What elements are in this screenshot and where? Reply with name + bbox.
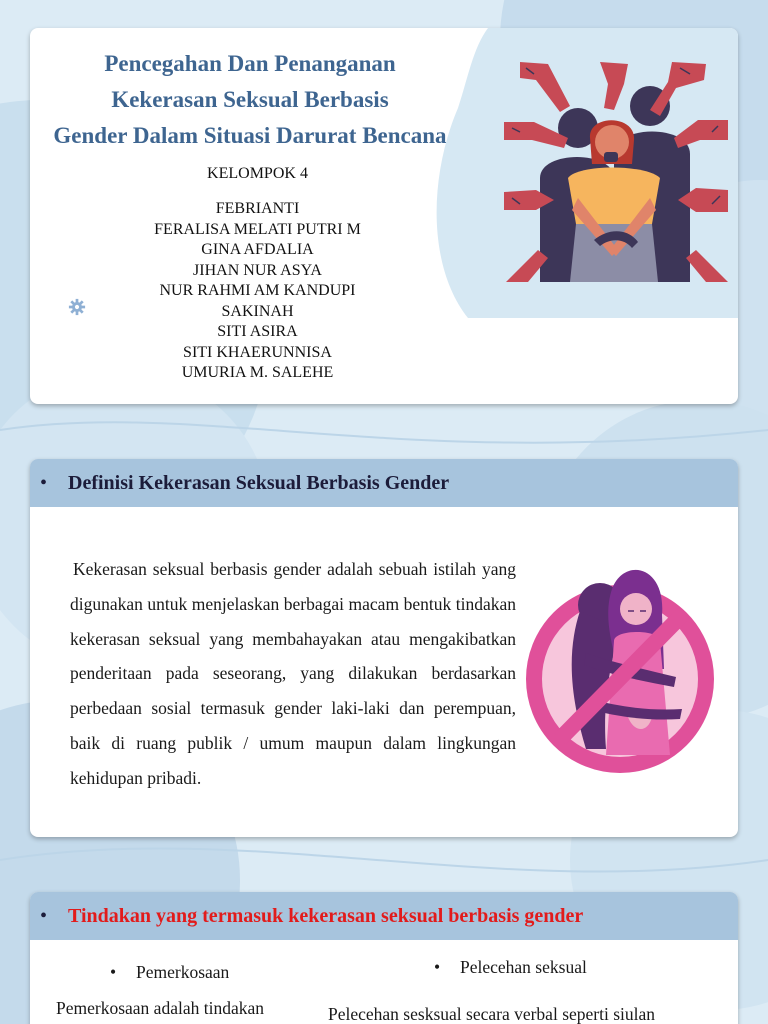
list-item-label: Pemerkosaan <box>136 962 230 982</box>
list-item <box>434 957 587 978</box>
list-item-text: Pemerkosaan adalah tindakan <box>56 998 264 1018</box>
list-item-label: Pelecehan seksual <box>460 957 587 977</box>
member-list <box>90 199 425 384</box>
prohibited-harassment-illustration <box>524 549 734 779</box>
gear-icon <box>68 298 86 316</box>
member-name: JIHAN NUR ASYA <box>193 261 322 279</box>
definition-paragraph: Kekerasan seksual berbasis gender adalah sebuah istilah yang digunakan untuk menjelaskan berbagai macam bentuk tindakan kekerasan seksual yang membahayakan atau mengakibatkan penderitaan pada seseorang, yang dilakukan berdasarkan perbedaan sosial termasuk gender laki-laki dan perempuan, baik di ruang publik / umum maupun dalam lingkungan kehidupan pribadi. <box>70 559 516 788</box>
member-name: FERALISA MELATI PUTRI M <box>154 220 361 238</box>
section-heading: Definisi Kekerasan Seksual Berbasis Gender <box>68 471 450 494</box>
member-name: UMURIA M. SALEHE <box>181 364 334 381</box>
slide-title: Pencegahan Dan Penanganan Kekerasan Seksual Berbasis Gender Dalam Situasi Darurat Bencana <box>53 51 447 148</box>
member-name: GINA AFDALIA <box>201 241 314 258</box>
section-header <box>30 459 738 507</box>
title-slide <box>30 28 738 404</box>
definition-slide <box>30 459 738 837</box>
bullet-mark: • <box>434 957 441 977</box>
bullet-mark: • <box>40 904 48 927</box>
bullet-mark: • <box>40 471 48 494</box>
section-header <box>30 892 738 940</box>
list-item-text: Pelecehan sesksual secara verbal seperti siulan <box>328 1004 656 1024</box>
list-item <box>110 962 229 983</box>
member-name: NUR RAHMI AM KANDUPI <box>159 282 356 299</box>
member-name: SITI ASIRA <box>217 323 298 340</box>
member-name: FEBRIANTI <box>215 200 300 217</box>
bullet-mark: • <box>110 962 117 982</box>
section-heading: Tindakan yang termasuk kekerasan seksual berbasis gender <box>68 904 584 927</box>
member-name: SITI KHAERUNNISA <box>183 343 332 361</box>
pointing-hands-illustration <box>428 28 738 318</box>
member-name: SAKINAH <box>221 302 294 320</box>
actions-slide <box>30 892 738 1024</box>
group-label: KELOMPOK 4 <box>207 165 308 182</box>
